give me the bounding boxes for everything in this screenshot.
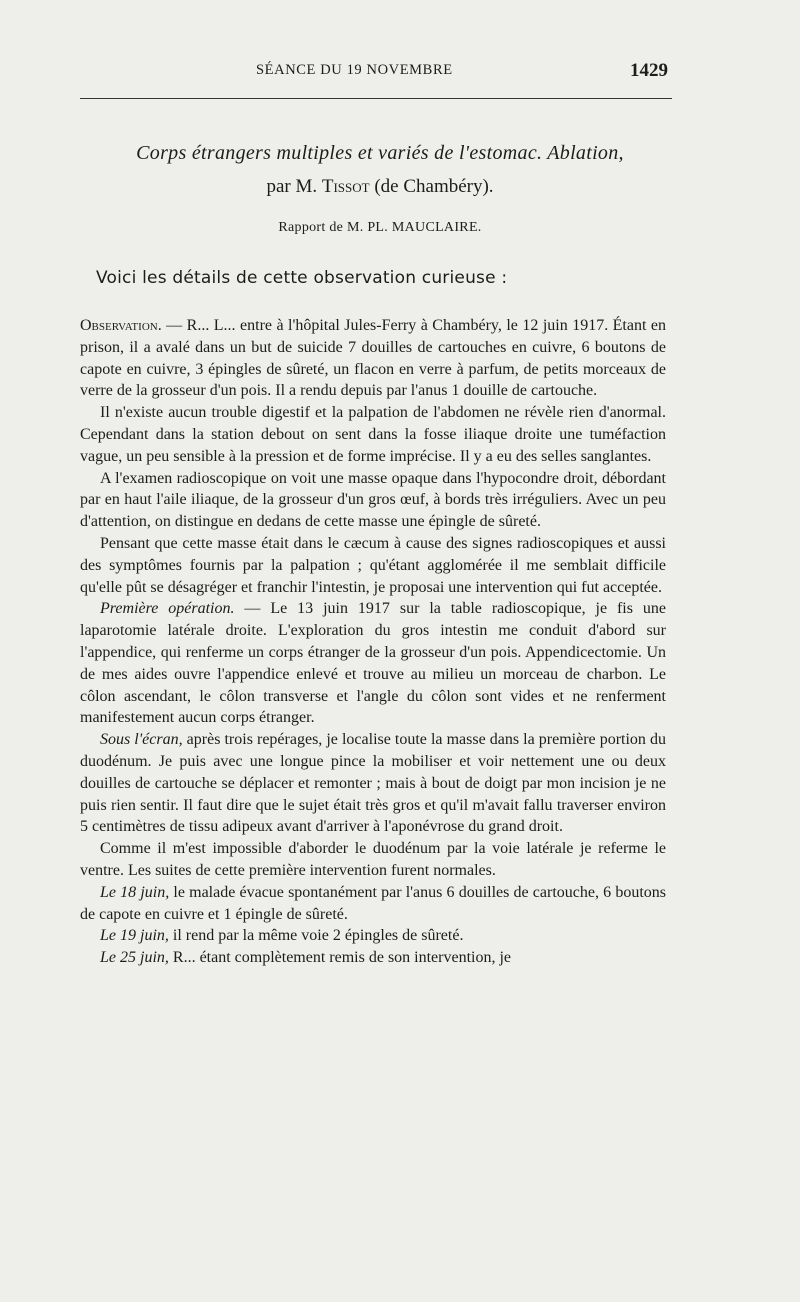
- paragraph-lead: Le 18 juin,: [100, 883, 170, 901]
- paragraph-june-25: [80, 947, 666, 969]
- paragraph-june-18: [80, 882, 666, 926]
- paragraph-first-operation: [80, 598, 666, 729]
- body-text: [80, 315, 666, 969]
- paragraph: [80, 533, 666, 598]
- byline: [60, 176, 700, 198]
- paragraph: [80, 402, 666, 467]
- paragraph-text: — R... L... entre à l'hôpital Jules-Ferry à Chambéry, le 12 juin 1917. Étant en prison, il a avalé dans un but de suicide 7 douilles de cartouches en cuivre, 6 boutons de capote en cuivre, 3 épingles de sûreté, un flacon en verre à parfum, de petits morceaux de verre de la grosseur d'un pois. Il a rendu depuis par l'anus 1 douille de cartouche.: [80, 317, 666, 400]
- paragraph-june-19: [80, 925, 666, 947]
- report-line: Rapport de M. PL. MAUCLAIRE.: [278, 220, 482, 235]
- paragraph-text: il rend par la même voie 2 épingles de sûreté.: [168, 927, 464, 945]
- header-rule: [80, 98, 672, 99]
- paragraph-lead: Première opération.: [100, 600, 235, 618]
- byline-prefix: par M.: [266, 176, 318, 197]
- paragraph-text: A l'examen radioscopique on voit une masse opaque dans l'hypocondre droit, débordant par en haut l'aile iliaque, de la grosseur d'un gros œuf, à bords très irréguliers. Avec un peu d'attention, on distingue en dedans de cette masse une épingle de sûreté.: [80, 469, 666, 531]
- paragraph-lead: Sous l'écran,: [100, 731, 183, 749]
- paragraph-under-screen: [80, 729, 666, 838]
- page-number: 1429: [630, 60, 668, 81]
- paragraph-lead: Le 19 juin,: [100, 927, 169, 945]
- paragraph-text: Il n'existe aucun trouble digestif et la palpation de l'abdomen ne révèle rien d'anormal. Cependant dans la station debout on sent dans la fosse iliaque droite une tuméfaction vague, un peu sensible à la pression et de forme imprécise. Il y a eu des selles sanglantes.: [80, 404, 666, 465]
- article-title: Corps étrangers multiples et variés de l'estomac. Ablation,: [136, 142, 624, 164]
- paragraph-lead: Observation.: [80, 317, 162, 334]
- paragraph-text: — Le 13 juin 1917 sur la table radioscopique, je fis une laparotomie latérale droite. L'exploration du gros intestin me conduit d'abord sur l'appendice, qui renferme un corps étranger de la grosseur d'un pois. Appendicectomie. Un de mes aides ouvre l'appendice enlevé et trouve au milieu un morceau de charbon. Le côlon ascendant, le côlon transverse et l'angle du côlon sont vides et ne renferment manifestement aucun corps étranger.: [80, 600, 667, 727]
- paragraph-text: le malade évacue spontanément par l'anus 6 douilles de cartouche, 6 boutons de capote en cuivre et 1 épingle de sûreté.: [80, 883, 667, 923]
- paragraph-text: Pensant que cette masse était dans le cæcum à cause des signes radioscopiques et aussi des symptômes fournis par la palpation ; qu'étant agglomérée il me semblait difficile qu'elle pût se désagréger et franchir l'intestin, je proposai une intervention qui fut acceptée.: [80, 534, 666, 596]
- paragraph: [80, 838, 666, 882]
- paragraph-text: R... étant complètement remis de son intervention, je: [168, 949, 512, 967]
- paragraph-observation: [80, 315, 666, 402]
- header-title: SÉANCE DU 19 NOVEMBRE: [256, 62, 453, 78]
- intro-line: Voici les détails de cette observation curieuse :: [96, 268, 508, 288]
- author-name: Tissot: [321, 176, 370, 197]
- paragraph-text: Comme il m'est impossible d'aborder le duodénum par la voie latérale je referme le ventre. Les suites de cette première intervention furent normales.: [80, 840, 666, 879]
- paragraph: [80, 468, 666, 533]
- running-header: [80, 62, 668, 86]
- paragraph-lead: Le 25 juin,: [100, 949, 169, 967]
- paragraph-text: après trois repérages, je localise toute la masse dans la première portion du duodénum. Je puis avec une longue pince la mobiliser et voir nettement une ou deux douilles de cartouche se déplacer et remonter ; mais à bout de doigt par mon incision je ne puis rien sentir. Il faut dire que le sujet était très gros et qu'il m'avait fallu traverser environ 5 centimètres de tissu adipeux avant d'arriver à l'aponévrose du grand droit.: [80, 731, 666, 836]
- byline-suffix: (de Chambéry).: [374, 176, 494, 197]
